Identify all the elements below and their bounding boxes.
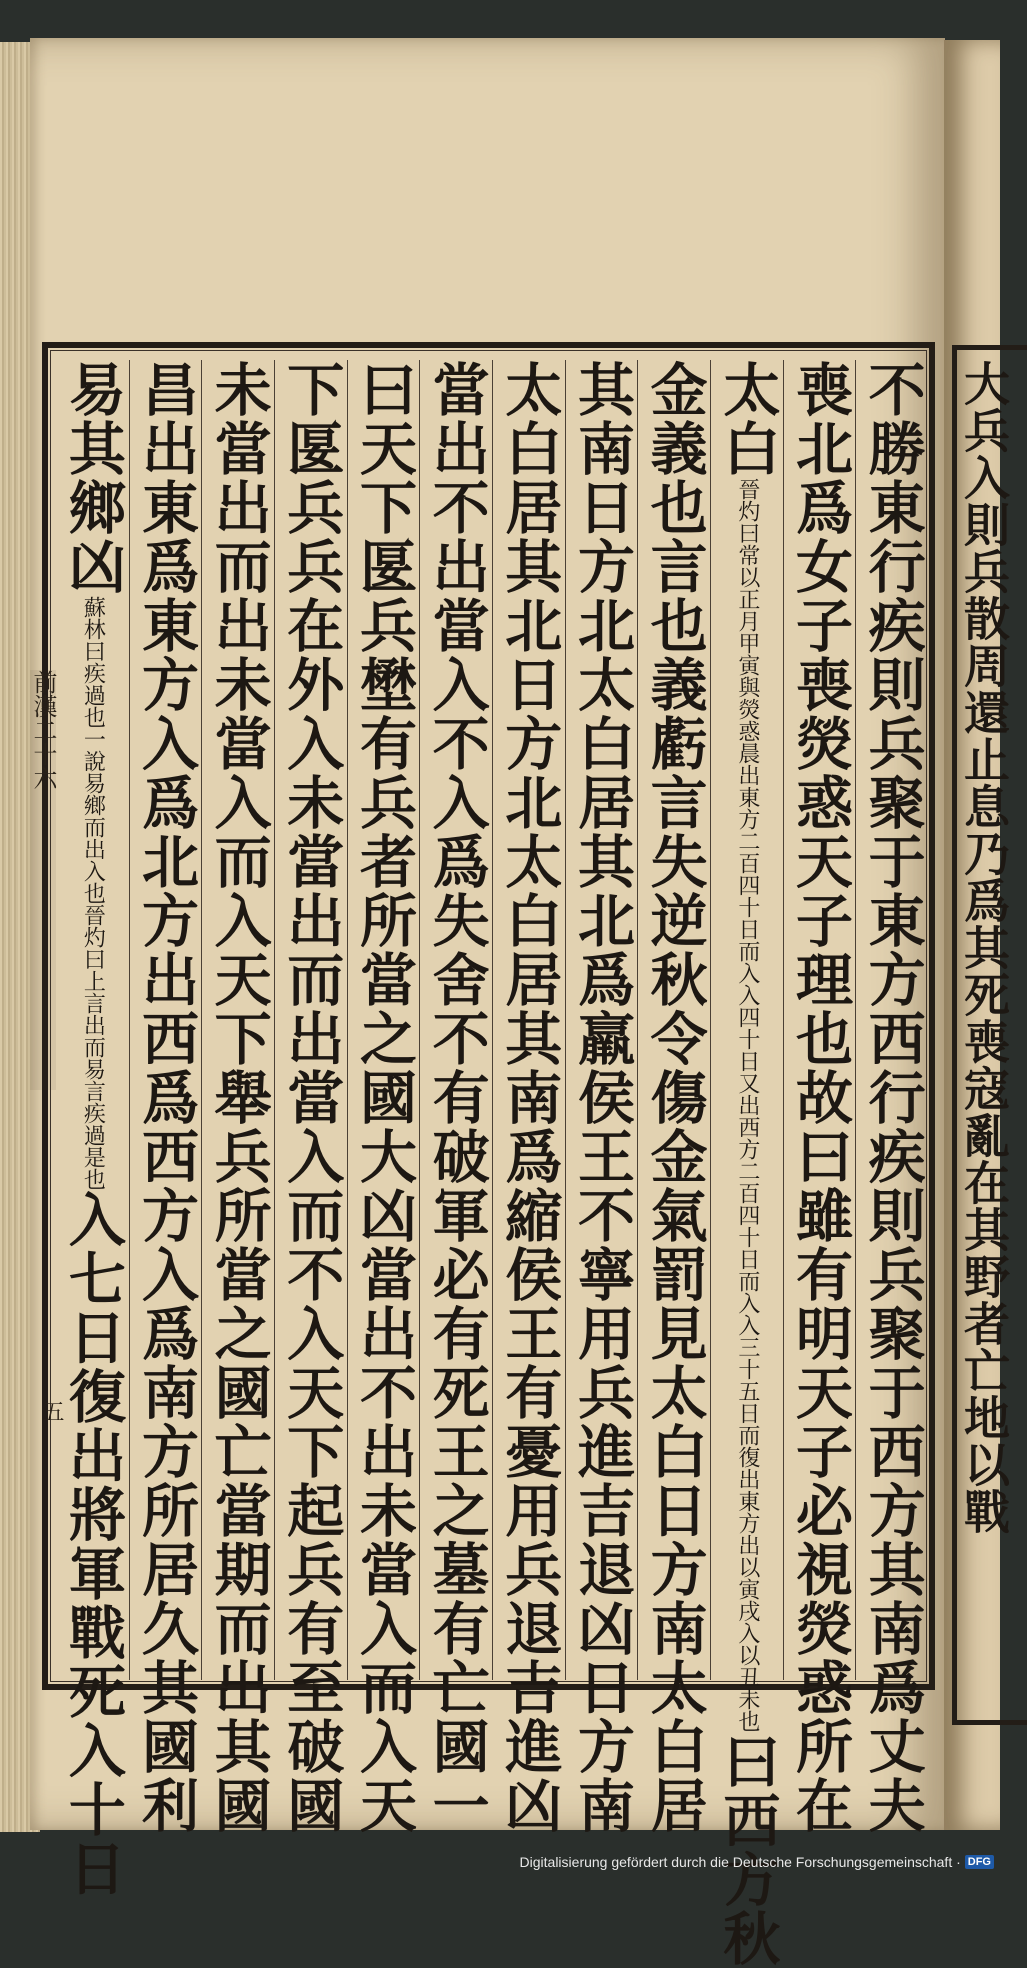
column-main-text: 易其鄉凶 [59,360,127,596]
column-text: 金義也言也義虧言失逆秋令傷金氣罰見太白日方南太白居 [641,360,709,1835]
page-number: 五 [39,1400,64,1422]
column-1 [855,360,928,1835]
dfg-logo: DFG [965,1855,994,1869]
column-text: 曰天下匽兵壄有兵者所當之國大凶當出不出未當入而入天 [350,360,418,1835]
column-4 [637,360,710,1835]
facing-page-column: 大兵入則兵散周還止息乃爲其死喪寇亂在其野者亡地以戰 [957,360,1011,1535]
gutter-title: 前漢二十六 [30,670,56,1090]
column-6 [492,360,565,1835]
digitization-credit [520,1854,994,1870]
column-12 [56,360,129,1898]
column-text [713,360,781,1968]
column-text: 其南日方北太白居其北爲羸侯王不寧用兵進吉退凶日方南 [568,360,636,1835]
column-text: 當出不出當入不入爲失舍不有破軍必有死王之墓有亡國一 [423,360,491,1835]
commentary-note: 蘇林曰疾過也一說易鄉而出入也晉灼曰上言出而易言疾過是也 [80,596,106,1190]
column-5 [565,360,638,1835]
column-9 [274,360,347,1835]
column-10 [201,360,274,1835]
column-11 [129,360,202,1835]
column-3 [710,360,783,1968]
credit-text: Digitalisierung gefördert durch die Deutsche Forschungsgemeinschaft · [519,1854,961,1870]
column-text: 喪北爲女子喪熒惑天子理也故曰雖有明天子必視熒惑所在 [786,360,854,1835]
facing-page-edge [944,40,1011,1830]
column-8 [347,360,420,1835]
column-text: 不勝東行疾則兵聚于東方西行疾則兵聚于西方其南爲丈夫 [859,360,927,1835]
column-main-text: 入七日復出將軍戰死入十日 [59,1190,127,1898]
column-text: 未當出而出未當入而入天下舉兵所當之國亡當期而出其國 [205,360,273,1835]
column-text: 下匽兵兵在外入未當出而出當入而不入天下起兵有至破國 [277,360,345,1835]
column-main-text: 太白 [713,360,781,478]
column-7 [419,360,492,1835]
column-text [59,360,127,1898]
column-text: 昌出東爲東方入爲北方出西爲西方入爲南方所居久其國利 [132,360,200,1835]
column-2 [783,360,856,1835]
commentary-note: 晉灼曰常以正月甲寅與熒惑晨出東方二百四十日而入入四十日又出西方二百四十日而入入三十五日而復出東方出以寅戌入以丑未也 [734,478,760,1732]
column-main-text: 曰西方秋 [713,1732,781,1968]
column-text: 太白居其北日方北太白居其南爲縮侯王有憂用兵退吉進凶 [495,360,563,1835]
